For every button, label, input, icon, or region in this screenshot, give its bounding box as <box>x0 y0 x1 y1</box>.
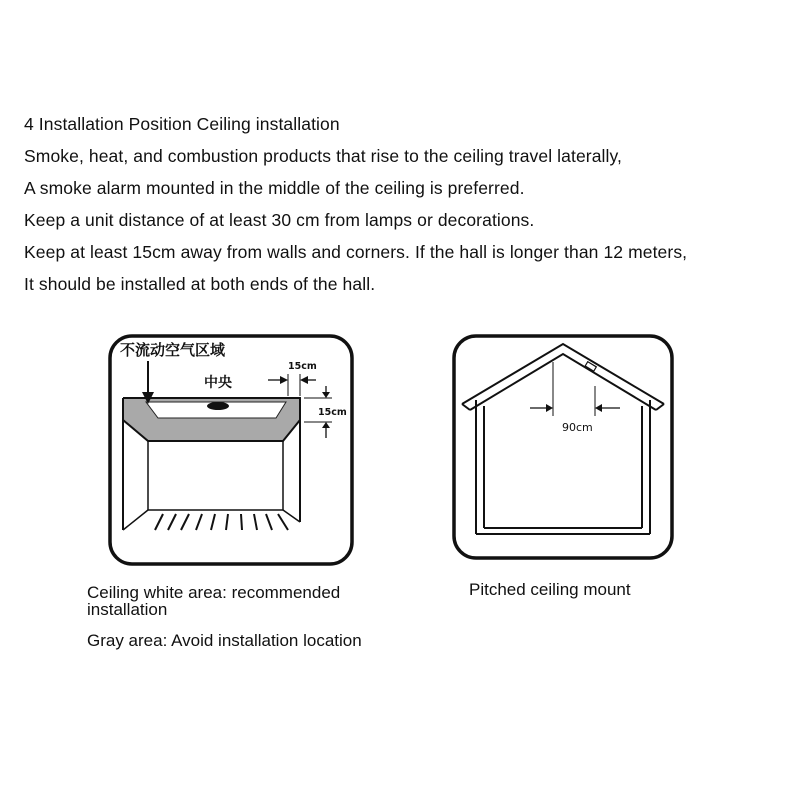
instruction-line: Keep at least 15cm away from walls and corners. If the hall is longer than 12 meters, <box>24 242 688 262</box>
diagram-frame <box>454 336 672 558</box>
instruction-line: Keep a unit distance of at least 30 cm from lamps or decorations. <box>24 210 535 230</box>
ceiling-zone-svg <box>108 334 354 566</box>
instructions-text <box>24 108 794 300</box>
caption-pitched-ceiling: Pitched ceiling mount <box>469 580 631 599</box>
dimension-label: 90cm <box>562 421 593 434</box>
instruction-line: It should be installed at both ends of the hall. <box>24 274 376 294</box>
side-dimension-label: 15cm <box>318 407 347 418</box>
caption-gray-area: Gray area: Avoid installation location <box>87 631 362 650</box>
top-dimension-label: 15cm <box>288 361 317 372</box>
instruction-line: A smoke alarm mounted in the middle of the ceiling is preferred. <box>24 178 525 198</box>
pitched-ceiling-svg <box>452 334 674 560</box>
pitched-ceiling-diagram <box>452 334 674 560</box>
dead-air-label: 不流动空气区域 <box>120 341 226 359</box>
smoke-alarm-device <box>207 402 229 410</box>
caption-white-area: Ceiling white area: recommended installation <box>87 583 341 619</box>
section-heading: 4 Installation Position Ceiling installation <box>24 114 340 134</box>
instruction-line: Smoke, heat, and combustion products that rise to the ceiling travel laterally, <box>24 146 623 166</box>
ceiling-zone-diagram <box>108 334 354 566</box>
center-label: 中央 <box>204 375 232 391</box>
